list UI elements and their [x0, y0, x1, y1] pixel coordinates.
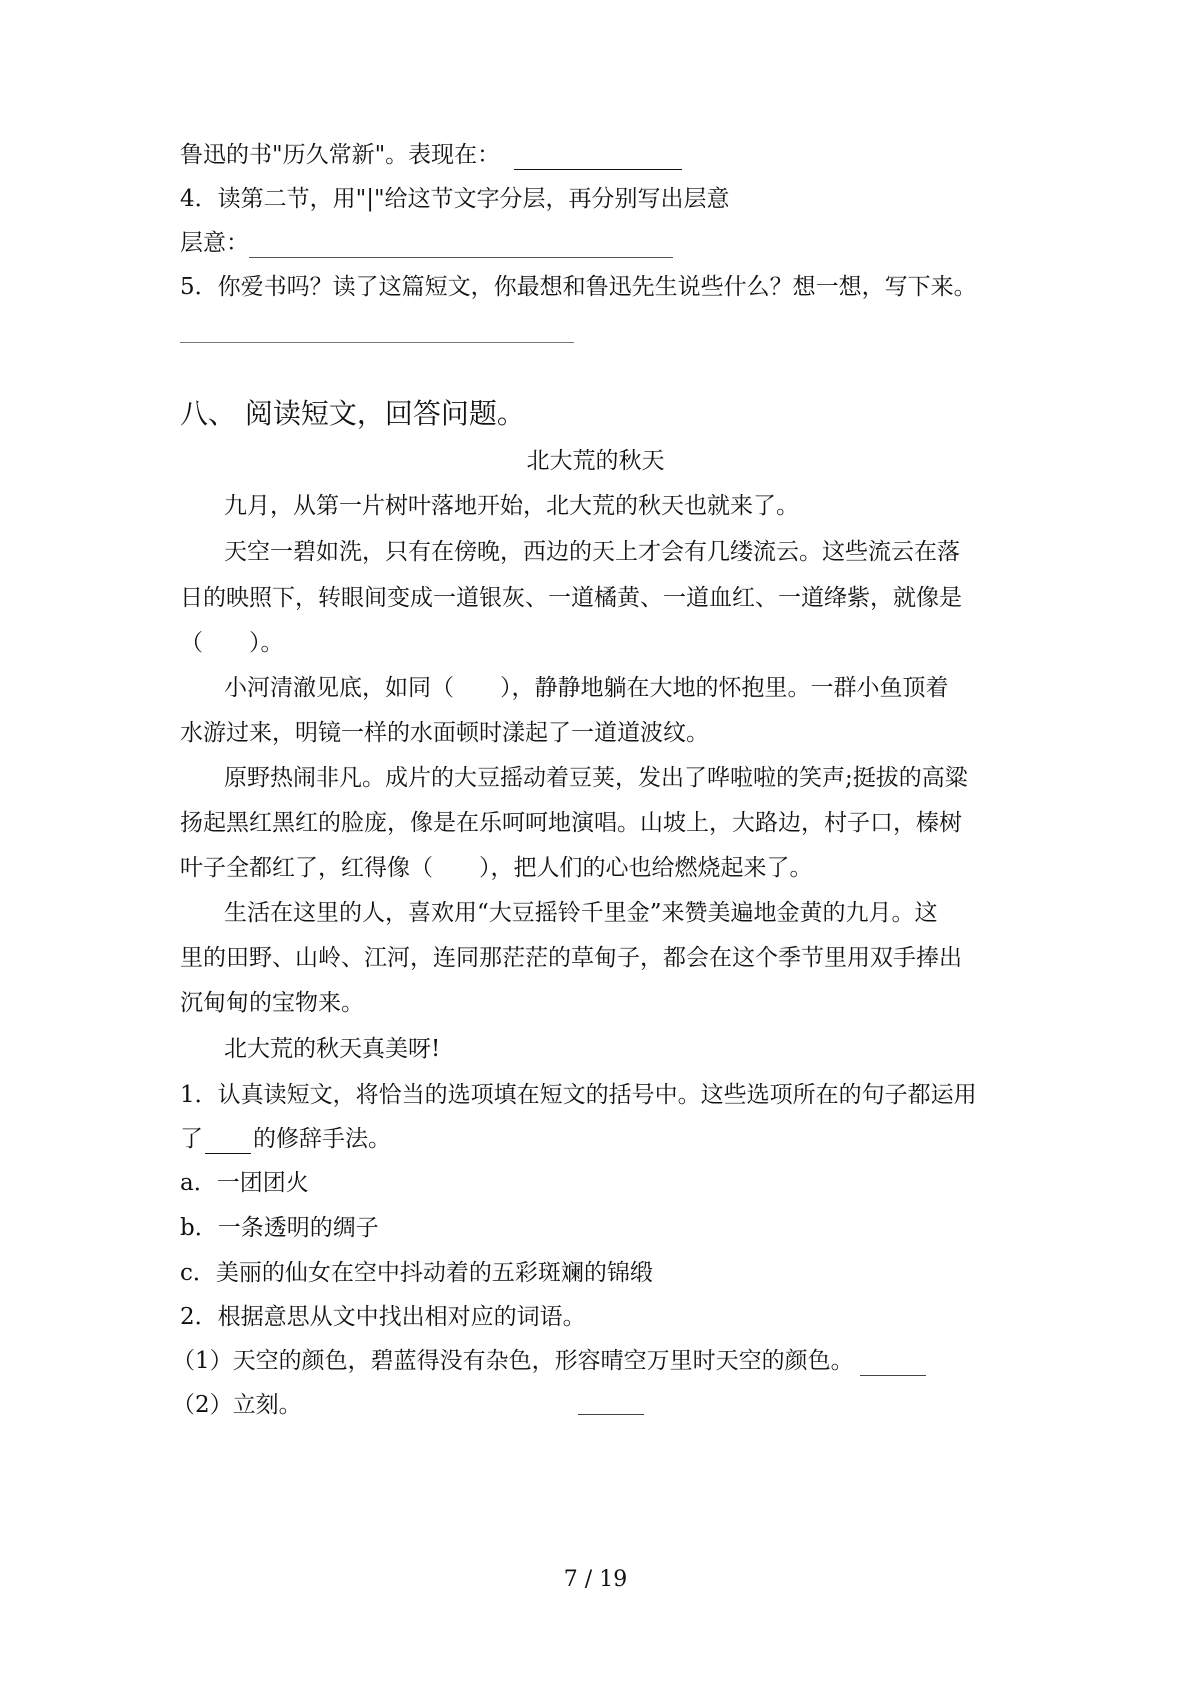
paragraph-line: 生活在这里的人，喜欢用“大豆摇铃千里金”来赞美遍地金黄的九月。这 [224, 900, 938, 926]
paragraph-line: 日的映照下，转眼间变成一道银灰、一道橘黄、一道血红、一道绛紫，就像是 [180, 585, 962, 611]
question-2-1 [172, 1346, 926, 1376]
prev-question-text: 鲁迅的书"历久常新"。表现在： [180, 142, 501, 168]
answer-blank[interactable] [514, 145, 682, 170]
paragraph-line: （ ）。 [180, 630, 284, 656]
paragraph-line: 原野热闹非凡。成片的大豆摇动着豆荚，发出了哗啦啦的笑声;挺拔的高粱 [224, 765, 968, 791]
answer-blank[interactable] [249, 233, 673, 258]
q2-1-text: （1）天空的颜色，碧蓝得没有杂色，形容晴空万里时天空的颜色。 [172, 1348, 854, 1374]
option-a: a．一团团火 [180, 1170, 309, 1196]
question-4: 4．读第二节，用"|"给这节文字分层，再分别写出层意 [180, 186, 730, 212]
q1-text-a: 了 [180, 1126, 203, 1152]
paragraph-line: 沉甸甸的宝物来。 [180, 990, 364, 1016]
option-b: b．一条透明的绸子 [180, 1215, 379, 1241]
paragraph-line: 里的田野、山岭、江河，连同那茫茫的草甸子，都会在这个季节里用双手捧出 [180, 945, 962, 971]
section-heading: 八、 阅读短文，回答问题。 [180, 397, 525, 430]
question-1-continued [180, 1124, 391, 1154]
paragraph-line: 天空一碧如洗，只有在傍晚，西边的天上才会有几缕流云。这些流云在落 [224, 539, 960, 565]
paragraph-line: 扬起黑红黑红的脸庞，像是在乐呵呵地演唱。山坡上，大路边，村子口，榛树 [180, 810, 962, 836]
question-2-2: （2）立刻。 [172, 1392, 302, 1418]
paragraph-line: 小河清澈见底，如同（ ），静静地躺在大地的怀抱里。一群小鱼顶着 [224, 675, 949, 701]
question-5: 5．你爱书吗？读了这篇短文，你最想和鲁迅先生说些什么？想一想，写下来。 [180, 274, 977, 300]
option-c: c．美丽的仙女在空中抖动着的五彩斑斓的锦缎 [180, 1260, 653, 1286]
question-2: 2．根据意思从文中找出相对应的词语。 [180, 1304, 586, 1330]
rhetoric-blank[interactable] [205, 1129, 251, 1154]
paragraph-line: 北大荒的秋天真美呀! [224, 1036, 441, 1062]
question-4-answer-line [180, 228, 673, 258]
paragraph-line: 九月，从第一片树叶落地开始，北大荒的秋天也就来了。 [224, 493, 799, 519]
layer-meaning-label: 层意： [180, 230, 249, 256]
answer-blank[interactable] [860, 1353, 926, 1376]
paragraph-line: 叶子全都红了，红得像（ ），把人们的心也给燃烧起来了。 [180, 855, 813, 881]
q1-text-b: 的修辞手法。 [253, 1126, 391, 1152]
prev-question-line [180, 140, 682, 170]
page-number: 7 / 19 [563, 1567, 628, 1592]
answer-blank[interactable] [578, 1414, 644, 1415]
passage-title: 北大荒的秋天 [526, 448, 665, 474]
paragraph-line: 水游过来，明镜一样的水面顿时漾起了一道道波纹。 [180, 720, 709, 746]
question-1: 1．认真读短文，将恰当的选项填在短文的括号中。这些选项所在的句子都运用 [180, 1082, 977, 1108]
answer-line[interactable] [180, 342, 574, 343]
